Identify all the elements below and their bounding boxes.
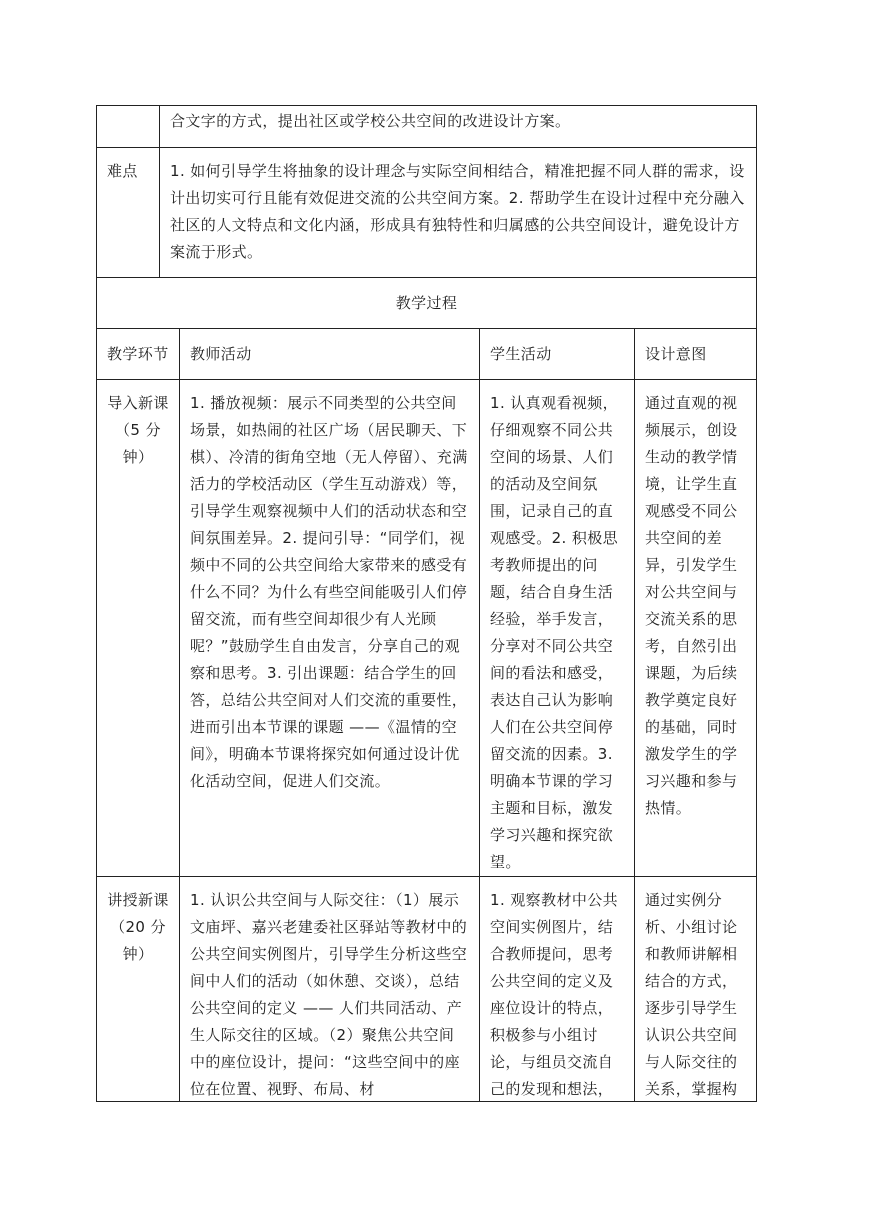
table-header-row	[97, 329, 757, 380]
stage-cell: 导入新课 （5 分 钟）	[107, 394, 169, 466]
process-title-row	[97, 278, 757, 329]
header-stage: 教学环节	[107, 344, 169, 363]
stage-cell: 讲授新课 （20 分 钟）	[107, 891, 169, 963]
design-intent-cell: 通过直观的视频展示，创设生动的教学情境，让学生直观感受不同公共空间的差异，引发学生对公共空间与交流关系的思考，自然引出课题，为后续教学奠定良好的基础，同时激发学生的学习兴趣和参与热情。	[645, 394, 738, 817]
teacher-activity-cell: 1. 认识公共空间与人际交往：（1）展示文庙坪、嘉兴老建委社区驿站等教材中的公共空间实例图片，引导学生分析这些空间中人们的活动（如休憩、交谈），总结公共空间的定义 —— 人们共同活动、产生人际交往的区域。（2）聚焦公共空间中的座位设计，提问：“这些空间中的座位在位置、视野、布局、材	[190, 891, 468, 1098]
lesson-plan-table	[96, 105, 757, 1102]
process-title: 教学过程	[395, 293, 458, 312]
continued-row-text: 合文字的方式，提出社区或学校公共空间的改进设计方案。	[170, 112, 571, 130]
table-row	[97, 877, 757, 1102]
student-activity-cell: 1. 观察教材中公共空间实例图片，结合教师提问，思考公共空间的定义及座位设计的特点，积极参与小组讨论，与组员交流自己的发现和想法，	[490, 891, 619, 1098]
continued-row	[97, 106, 757, 148]
difficulty-text: 1. 如何引导学生将抽象的设计理念与实际空间相结合，精准把握不同人群的需求，设计出切实可行且能有效促进交流的公共空间方案。2. 帮助学生在设计过程中充分融入社区的人文特点和文化内涵，形成具有独特性和归属感的公共空间设计，避免设计方案流于形式。	[170, 162, 745, 261]
difficulty-label: 难点	[107, 162, 138, 180]
design-intent-cell: 通过实例分析、小组讨论和教师讲解相结合的方式，逐步引导学生认识公共空间与人际交往的关系，掌握构	[645, 891, 738, 1098]
difficulty-row	[97, 148, 757, 278]
header-student: 学生活动	[490, 344, 552, 363]
table-row	[97, 380, 757, 877]
header-intent: 设计意图	[645, 344, 707, 363]
continued-row-label-cell	[97, 106, 160, 147]
student-activity-cell: 1. 认真观看视频，仔细观察不同公共空间的场景、人们的活动及空间氛围，记录自己的直观感受。2. 积极思考教师提出的问题，结合自身生活经验，举手发言，分享对不同公共空间的看法和感受，表达自己认为影响人们在公共空间停留交流的因素。3. 明确本节课的学习主题和目标，激发学习兴趣和探究欲望。	[490, 394, 619, 871]
header-teacher: 教师活动	[190, 344, 252, 363]
teacher-activity-cell: 1. 播放视频：展示不同类型的公共空间场景，如热闹的社区广场（居民聊天、下棋）、冷清的街角空地（无人停留）、充满活力的学校活动区（学生互动游戏）等，引导学生观察视频中人们的活动状态和空间氛围差异。2. 提问引导：“同学们，视频中不同的公共空间给大家带来的感受有什么不同？为什么有些空间能吸引人们停留交流，而有些空间却很少有人光顾呢？”鼓励学生自由发言，分享自己的观察和思考。3. 引出课题：结合学生的回答，总结公共空间对人们交流的重要性，进而引出本节课的课题 ——《温情的空间》，明确本节课将探究如何通过设计优化活动空间，促进人们交流。	[190, 394, 468, 790]
